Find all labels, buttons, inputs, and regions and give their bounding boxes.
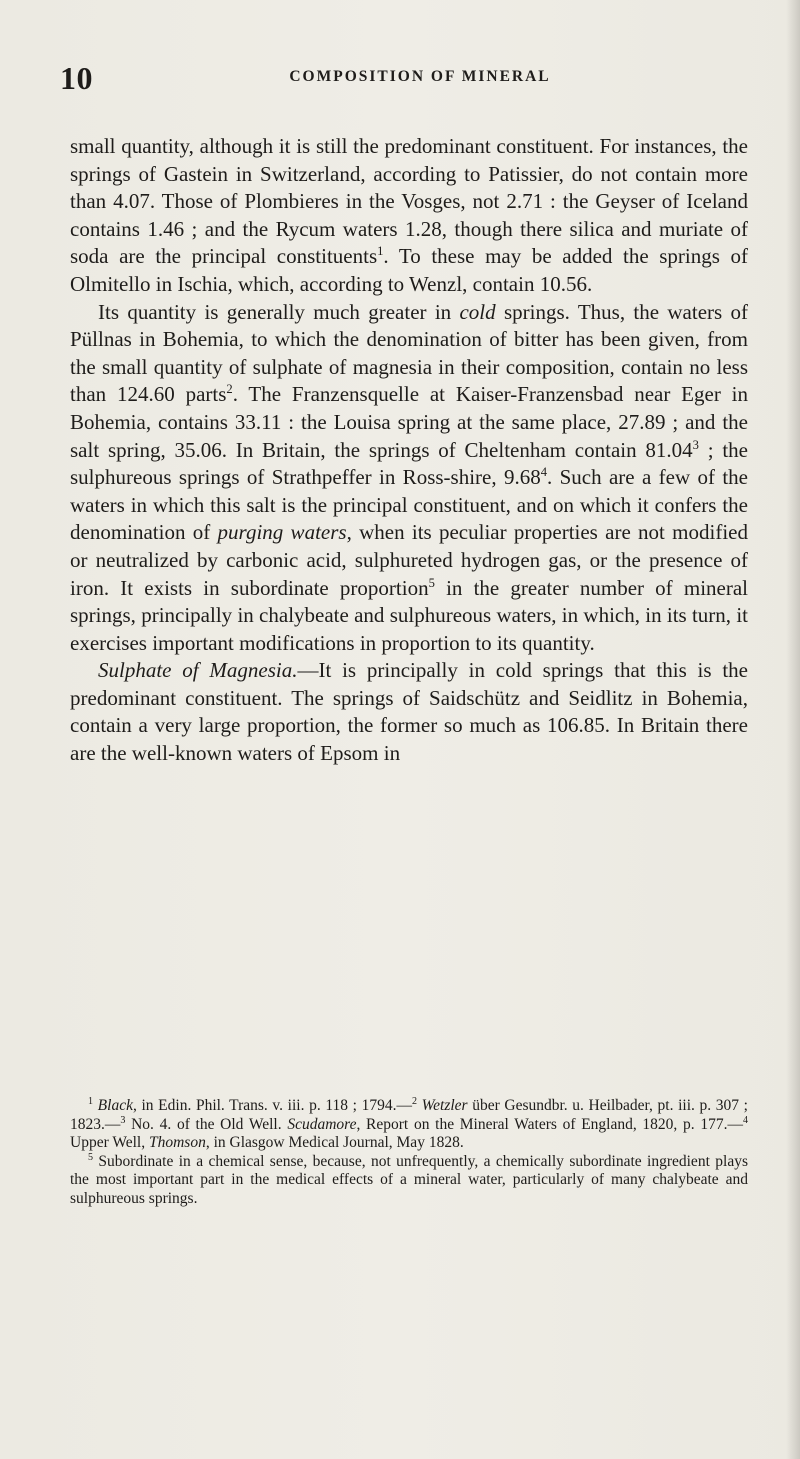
- paragraph-1: [70, 133, 748, 299]
- footnote-1-text: , in Edin. Phil. Trans. v. iii. p. 118 ; 1794.—: [132, 1097, 412, 1114]
- footnote-ref-3: 3: [692, 437, 699, 452]
- footnote-1-author: Black: [97, 1097, 133, 1114]
- footnote-2-text: über Gesundbr. u. Heilbader, pt. iii. p. 307 ; 1823.—: [70, 1097, 748, 1133]
- footnote-3-author: Scudamore: [287, 1115, 357, 1133]
- footnote-ref-4: 4: [540, 465, 548, 480]
- paragraph-2-part-g: in the greater number of mineral springs, principally in chalybeate and sulphureous waters, in which, in its turn, it exercises important modifications in proportion to its quantity.: [70, 575, 748, 655]
- footnote-ref-5: 5: [428, 575, 435, 590]
- footnote-5: [70, 1153, 748, 1209]
- footnote-5-number: 5: [88, 1151, 94, 1163]
- footnote-5-text: Subordinate in a chemical sense, because, not unfrequently, a chemically subordinate ingredient plays the most important part in the medical effects of a mineral water, particularly of many chalybeate and sulphureous springs.: [70, 1152, 748, 1207]
- footnote-ref-1: 1: [377, 244, 384, 259]
- footnote-1-number: 1: [88, 1095, 94, 1107]
- running-head: COMPOSITION OF MINERAL: [289, 68, 551, 85]
- footnotes: [70, 1097, 748, 1208]
- footnote-2-number: 2: [411, 1095, 417, 1107]
- footnote-4-number: 4: [742, 1114, 748, 1126]
- footnote-4-text-2: , in Glasgow Medical Journal, May 1828.: [205, 1134, 464, 1151]
- paragraph-2-part-c: . The Franzensquelle at Kaiser-Franzensbad near Eger in Bohemia, contains 33.11 : the Louisa spring at the same place, 27.89 ; and the salt spring, 35.06. In Britain, the springs of Cheltenham contain 81.04: [70, 382, 748, 462]
- paragraph-2-part-a: Its quantity is generally much greater in: [98, 299, 460, 324]
- footnote-4-text: Upper Well,: [70, 1134, 149, 1151]
- purging-waters-emphasis: purging waters: [217, 520, 347, 545]
- paragraph-2-part-b: springs. Thus, the waters of Püllnas in Bohemia, to which the denomination of bitter has been given, from the small quantity of sulphate of magnesia in their composition, contain no less than 124.60 parts: [70, 299, 748, 407]
- paragraph-1-tail: . To these may be added the springs of Olmitello in Ischia, which, according to Wenzl, contain 10.56.: [70, 244, 748, 296]
- footnote-ref-2: 2: [226, 382, 233, 397]
- paragraph-2: [70, 299, 748, 658]
- footnote-2-author: Wetzler: [421, 1097, 468, 1114]
- cold-emphasis: cold: [459, 299, 496, 324]
- paragraph-3: [70, 657, 748, 767]
- footnote-3-text: No. 4. of the Old Well.: [125, 1115, 288, 1133]
- page-number: 10: [60, 60, 93, 96]
- paragraph-1-text: small quantity, although it is still the predominant constituent. For instances, the springs of Gastein in Switzerland, according to Patissier, do not contain more than 4.07. Those of Plombieres in the Vosges, not 2.71 : the Geyser of Iceland contains 1.46 ; and the Rycum waters 1.28, though there silica and muriate of soda are the principal constituents: [70, 134, 748, 269]
- paragraph-2-part-f: , when its peculiar properties are not modified or neutralized by carbonic acid, sulphureted hydrogen gas, or the presence of iron. It exists in subordinate proportion: [70, 520, 748, 600]
- section-heading-sulphate-of-magnesia: Sulphate of Magnesia.: [98, 658, 298, 683]
- footnote-4-author: Thomson: [148, 1134, 206, 1151]
- page-header: [60, 60, 740, 96]
- paragraph-2-part-d: ; the sulphureous springs of Strathpeffer in Ross-shire, 9.68: [70, 437, 748, 490]
- body-text: [70, 133, 748, 768]
- footnote-block-1-4: [70, 1097, 748, 1153]
- paragraph-3-text: —It is principally in cold springs that this is the predominant constituent. The springs of Saidschütz and Seidlitz in Bohemia, contain a very large proportion, the former so much as 106.85. In Britain there are the well-known waters of Epsom in: [70, 658, 748, 766]
- page-edge-shadow: [786, 0, 800, 1459]
- footnote-3-text-2: , Report on the Mineral Waters of England, 1820, p. 177.—: [356, 1115, 743, 1133]
- footnote-3-number: 3: [120, 1114, 126, 1126]
- paragraph-2-part-e: . Such are a few of the waters in which this salt is the principal constituent, and on which it confers the denomination of: [70, 465, 748, 545]
